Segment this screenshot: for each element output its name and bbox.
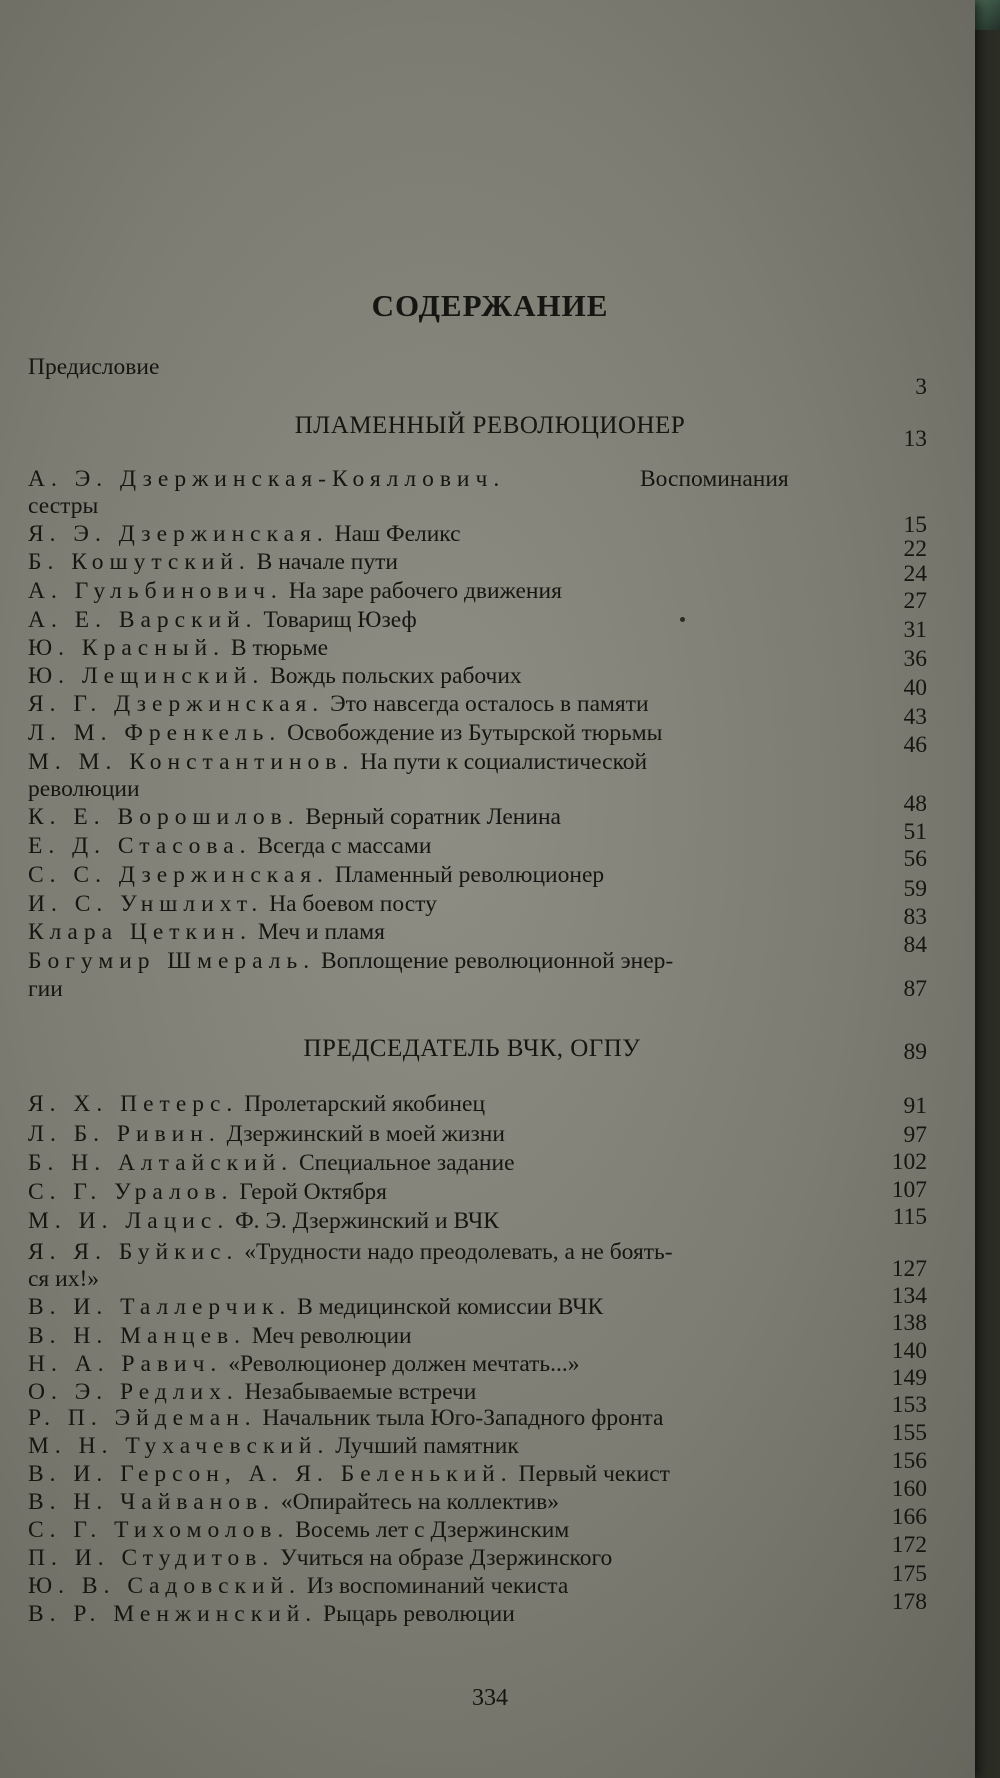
entry-author: В. И. Таллерчик.	[28, 1294, 292, 1320]
entry-title: В начале пути	[256, 549, 398, 575]
entry-author: С. С. Дзержинская.	[28, 862, 329, 888]
toc-entry	[28, 1120, 868, 1148]
toc-entry	[28, 690, 868, 718]
toc-entry	[28, 832, 868, 860]
section-1-title: ПЛАМЕННЫЙ РЕВОЛЮЦИОНЕР	[294, 412, 686, 439]
entry-page: 134	[891, 1283, 927, 1309]
entry-title: Это навсегда осталось в памяти	[330, 691, 649, 717]
toc-entry	[28, 1207, 868, 1235]
toc-entry	[28, 634, 868, 662]
page-number: 334	[472, 1685, 508, 1711]
toc-entry-title-cont: сестры	[28, 493, 99, 519]
toc-entry	[28, 918, 868, 946]
entry-title: Восемь лет с Дзержинским	[295, 1517, 570, 1543]
entry-author: Е. Д. Стасова.	[28, 833, 252, 859]
entry-page: 15	[903, 512, 927, 538]
toc-entry-title-cont: гии	[28, 976, 63, 1002]
entry-title: Меч и пламя	[257, 919, 385, 945]
toc-entry	[28, 1238, 868, 1266]
entry-title: «Опирайтесь на коллектив»	[280, 1489, 559, 1515]
entry-page: 59	[903, 876, 927, 902]
entry-title: Пролетарский якобинец	[244, 1091, 486, 1117]
entry-author: В. И. Герсон, А. Я. Беленький.	[28, 1461, 513, 1487]
entry-title: Освобождение из Бутырской тюрьмы	[287, 720, 663, 746]
entry-title: Пламенный революционер	[334, 862, 605, 888]
entry-author: С. Г. Уралов.	[28, 1179, 234, 1205]
entry-author: Ю. Красный.	[28, 635, 226, 661]
entry-author: М. М. Константинов.	[28, 749, 355, 775]
entry-author: М. И. Лацис.	[28, 1208, 230, 1234]
entry-author: О. Э. Редлих.	[28, 1379, 239, 1405]
toc-entry	[28, 662, 868, 690]
toc-entry	[28, 1322, 868, 1350]
toc-entry	[28, 1432, 868, 1460]
entry-title: На заре рабочего движения	[288, 578, 562, 604]
preface-label: Предисловие	[28, 354, 160, 380]
entry-author: Ю. В. Садовский.	[28, 1573, 301, 1599]
entry-page: 48	[903, 791, 927, 817]
toc-entry	[28, 1378, 868, 1406]
entry-author: И. С. Уншлихт.	[28, 891, 264, 917]
entry-title: Рыцарь революции	[323, 1601, 515, 1627]
toc-entry	[28, 1516, 868, 1544]
entry-title: Начальник тыла Юго-Западного фронта	[262, 1405, 664, 1431]
entry-author: С. Г. Тихомолов.	[28, 1517, 290, 1543]
entry-author: Я. Х. Петерс.	[28, 1091, 239, 1117]
entry-page: 36	[903, 646, 927, 672]
entry-page: 40	[903, 675, 927, 701]
entry-title: На пути к социалистической	[360, 749, 648, 775]
entry-title: На боевом посту	[269, 891, 437, 917]
entry-page: 127	[891, 1256, 927, 1282]
toc-entry	[28, 1090, 868, 1118]
toc-entry	[28, 1350, 868, 1378]
entry-page: 51	[903, 819, 927, 845]
entry-title: Специальное задание	[298, 1150, 515, 1176]
toc-entry	[28, 861, 868, 889]
entry-author: Клара Цеткин.	[28, 919, 253, 945]
toc-entry	[28, 719, 868, 747]
entry-author: В. Р. Менжинский.	[28, 1601, 318, 1627]
ink-speck	[680, 617, 685, 622]
entry-title: Меч революции	[251, 1323, 412, 1349]
entry-title: Воплощение революционной энер-	[321, 948, 674, 974]
page-title: СОДЕРЖАНИЕ	[371, 288, 609, 323]
entry-author: Б. Кошутский.	[28, 549, 251, 575]
toc-entry	[28, 1178, 868, 1206]
entry-author: Р. П. Эйдеман.	[28, 1405, 257, 1431]
entry-author: Я. Э. Дзержинская.	[28, 521, 329, 547]
entry-page: 24	[903, 561, 927, 587]
entry-title: Всегда с массами	[257, 833, 432, 859]
toc-entry-title-cont: ся их!»	[28, 1266, 100, 1292]
section-2-title: ПРЕДСЕДАТЕЛЬ ВЧК, ОГПУ	[303, 1035, 641, 1062]
entry-author: П. И. Студитов.	[28, 1545, 275, 1571]
entry-page: 87	[903, 976, 927, 1002]
entry-page: 107	[891, 1177, 927, 1203]
entry-page: 178	[891, 1589, 927, 1615]
entry-page: 156	[891, 1448, 927, 1474]
toc-entry	[28, 748, 868, 776]
toc-entry-title-cont: революции	[28, 776, 140, 802]
toc-entry	[28, 1488, 868, 1516]
entry-title: «Трудности надо преодолевать, а не боять-	[244, 1239, 673, 1265]
entry-title: Дзержинский в моей жизни	[226, 1121, 505, 1147]
entry-author: Н. А. Равич.	[28, 1351, 223, 1377]
preface-page: 3	[915, 374, 927, 400]
entry-page: 97	[903, 1122, 927, 1148]
toc-entry	[28, 1460, 868, 1488]
entry-page: 46	[903, 732, 927, 758]
entry-page: 56	[903, 846, 927, 872]
entry-author: Я. Г. Дзержинская.	[28, 691, 325, 717]
toc-entry	[28, 520, 868, 548]
toc-entry	[28, 1149, 868, 1177]
entry-author: А. Е. Варский.	[28, 607, 258, 633]
entry-author: Ю. Лещинский.	[28, 663, 265, 689]
entry-author: Я. Я. Буйкис.	[28, 1239, 239, 1265]
entry-author: В. Н. Манцев.	[28, 1323, 247, 1349]
entry-author: А. Гульбинович.	[28, 578, 283, 604]
entry-page: 172	[891, 1532, 927, 1558]
toc-entry	[28, 1572, 868, 1600]
entry-page: 91	[903, 1093, 927, 1119]
entry-title: Лучший памятник	[335, 1433, 519, 1459]
entry-title: Товарищ Юзеф	[263, 607, 417, 633]
entry-page: 102	[891, 1149, 927, 1175]
entry-author: В. Н. Чайванов.	[28, 1489, 275, 1515]
entry-page: 84	[903, 932, 927, 958]
toc-entry	[28, 803, 868, 831]
entry-page: 155	[891, 1420, 927, 1446]
entry-author: Богумир Шмераль.	[28, 948, 316, 974]
entry-title: Вождь польских рабочих	[270, 663, 522, 689]
entry-title: «Революционер должен мечтать...»	[228, 1351, 580, 1377]
entry-page: 166	[891, 1504, 927, 1530]
entry-author: Б. Н. Алтайский.	[28, 1150, 294, 1176]
entry-author: Л. М. Френкель.	[28, 720, 282, 746]
entry-author: Л. Б. Ривин.	[28, 1121, 221, 1147]
toc-entry-title: Воспоминания	[640, 466, 789, 492]
entry-title: Незабываемые встречи	[244, 1379, 477, 1405]
entry-title: В тюрьме	[230, 635, 329, 661]
entry-page: 22	[903, 536, 927, 562]
toc-entry	[28, 1544, 868, 1572]
toc-entry	[28, 548, 868, 576]
entry-title: Из воспоминаний чекиста	[306, 1573, 569, 1599]
entry-page: 31	[903, 617, 927, 643]
toc-entry	[28, 1293, 868, 1321]
toc-entry	[28, 1600, 868, 1628]
entry-title: Наш Феликс	[334, 521, 461, 547]
toc-entry	[28, 947, 868, 975]
entry-title: Учиться на образе Дзержинского	[280, 1545, 613, 1571]
entry-page: 27	[903, 588, 927, 614]
entry-title: Герой Октября	[239, 1179, 387, 1205]
entry-author: К. Е. Ворошилов.	[28, 804, 300, 830]
entry-title: Первый чекист	[518, 1461, 670, 1487]
entry-title: Верный соратник Ленина	[305, 804, 561, 830]
entry-page: 115	[892, 1204, 927, 1230]
entry-page: 175	[891, 1561, 927, 1587]
entry-author: М. Н. Тухачевский.	[28, 1433, 330, 1459]
entry-page: 149	[891, 1365, 927, 1391]
entry-author: А. Э. Дзержинская-Кояллович.	[28, 466, 506, 492]
toc-entry	[28, 606, 868, 634]
entry-page: 153	[891, 1392, 927, 1418]
entry-page: 140	[891, 1338, 927, 1364]
toc-entry	[28, 1404, 868, 1432]
toc-entry	[28, 890, 868, 918]
entry-title: Ф. Э. Дзержинский и ВЧК	[235, 1208, 499, 1234]
entry-page: 138	[891, 1310, 927, 1336]
entry-title: В медицинской комиссии ВЧК	[297, 1294, 604, 1320]
toc-entry	[28, 577, 868, 605]
section-1-page: 13	[903, 426, 927, 452]
entry-page: 160	[891, 1476, 927, 1502]
entry-page: 83	[903, 904, 927, 930]
section-2-page: 89	[903, 1039, 927, 1065]
entry-page: 43	[903, 704, 927, 730]
